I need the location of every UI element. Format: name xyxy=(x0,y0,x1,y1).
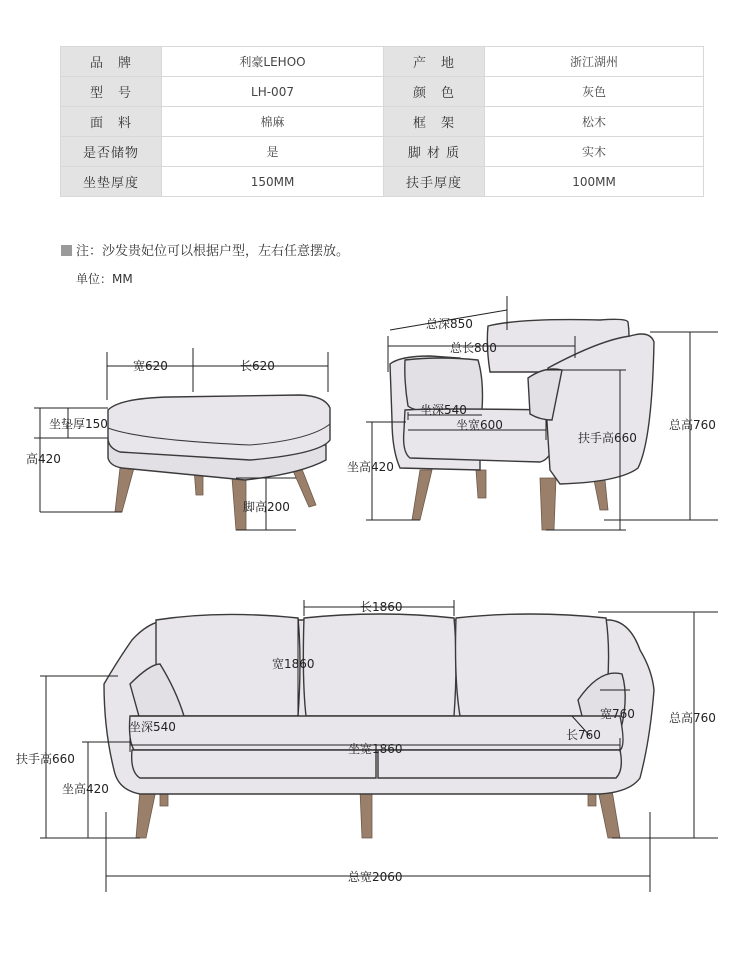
chair-arm-height-label: 扶手高660 xyxy=(578,431,637,445)
unit-label: 单位：MM xyxy=(76,272,133,286)
spec-key-cell: 脚 材 质 xyxy=(384,137,485,167)
spec-key-cell: 框 架 xyxy=(384,107,485,137)
sofa-arm-height-label: 扶手高660 xyxy=(16,752,75,766)
spec-key-cell: 面 料 xyxy=(61,107,162,137)
chair-seat-width-label: 坐宽600 xyxy=(456,418,503,432)
ottoman-width-label: 宽620 xyxy=(133,359,168,373)
spec-key-cell: 颜 色 xyxy=(384,77,485,107)
spec-key-cell: 坐垫厚度 xyxy=(61,167,162,197)
ottoman-length-label: 长620 xyxy=(240,359,275,373)
sofa-pillow-width-label: 宽760 xyxy=(600,707,635,721)
chair-total-depth-label: 总深850 xyxy=(426,317,473,331)
chair-total-height-label: 总高760 xyxy=(669,418,716,432)
spec-value-cell: 灰色 xyxy=(485,77,704,107)
sofa-seat-width-label: 坐宽1860 xyxy=(348,742,403,756)
ottoman-height-label: 高420 xyxy=(26,452,61,466)
spec-key-cell: 扶手厚度 xyxy=(384,167,485,197)
chair-seat-depth-label: 坐深540 xyxy=(420,403,467,417)
spec-key-cell: 品 牌 xyxy=(61,47,162,77)
sofa-length-label: 长1860 xyxy=(360,600,403,614)
spec-value-cell: 棉麻 xyxy=(162,107,384,137)
spec-value-cell: 是 xyxy=(162,137,384,167)
chair-seat-height-label: 坐高420 xyxy=(347,460,394,474)
sofa-drawing xyxy=(104,614,654,838)
spec-value-cell: 浙江湖州 xyxy=(485,47,704,77)
ottoman-cushion-label: 坐垫厚150 xyxy=(49,417,108,431)
armchair-drawing xyxy=(390,319,654,530)
ottoman-drawing xyxy=(108,395,330,530)
sofa-width-label: 宽1860 xyxy=(272,657,315,671)
spec-value-cell: 实木 xyxy=(485,137,704,167)
ottoman-leg-label: 脚高200 xyxy=(243,500,290,514)
spec-key-cell: 型 号 xyxy=(61,77,162,107)
placement-note: 注：沙发贵妃位可以根据户型，左右任意摆放。 xyxy=(61,240,349,259)
spec-value-cell: 松木 xyxy=(485,107,704,137)
sofa-seat-height-label: 坐高420 xyxy=(62,782,109,796)
sofa-seat-depth-label: 坐深540 xyxy=(129,720,176,734)
spec-value-cell: 利豪LEHOO xyxy=(162,47,384,77)
sofa-pillow-length-label: 长760 xyxy=(566,728,601,742)
sofa-total-height-label: 总高760 xyxy=(669,711,716,725)
sofa-total-width-label: 总宽2060 xyxy=(348,870,403,884)
spec-value-cell: 100MM xyxy=(485,167,704,197)
chair-total-length-label: 总长800 xyxy=(450,341,497,355)
spec-key-cell: 产 地 xyxy=(384,47,485,77)
spec-key-cell: 是否储物 xyxy=(61,137,162,167)
spec-value-cell: 150MM xyxy=(162,167,384,197)
spec-value-cell: LH-007 xyxy=(162,77,384,107)
